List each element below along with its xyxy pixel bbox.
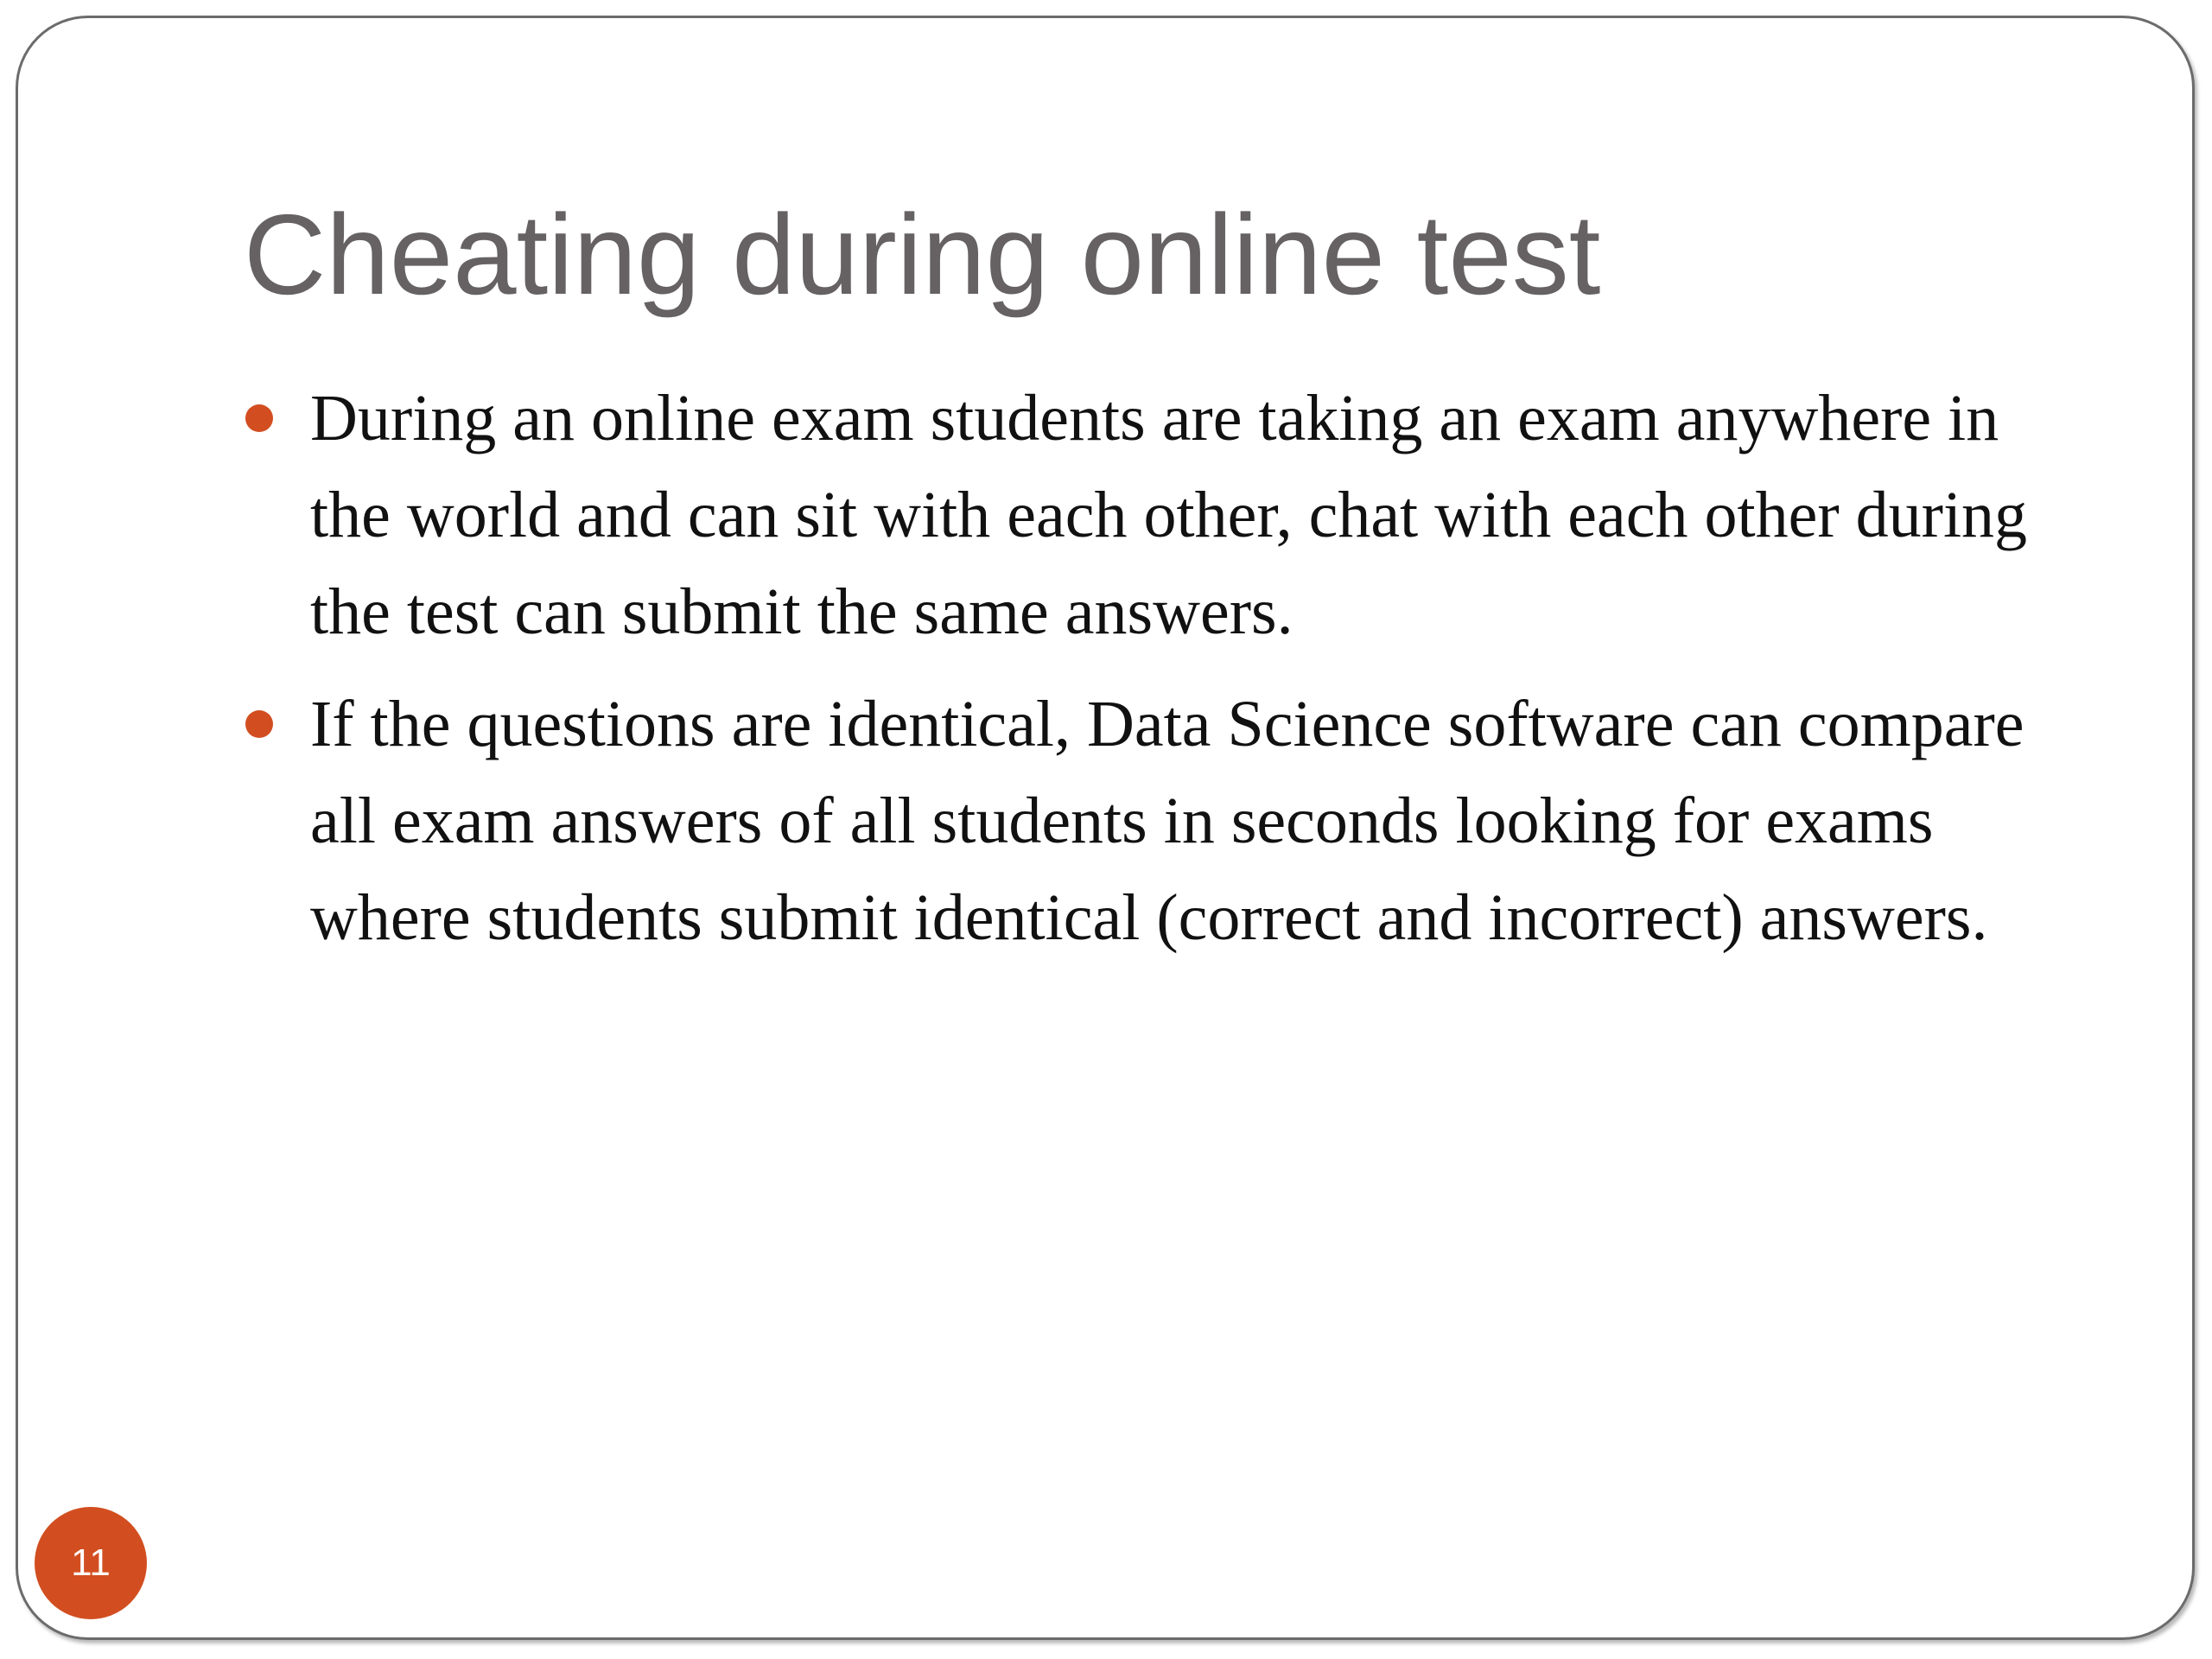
bullet-text: If the questions are identical, Data Science software can compare all exam answers of all students in seconds looking for exams where students submit identical (correct and incorrect) answers. — [310, 688, 2024, 954]
bullet-dot-icon — [245, 710, 273, 738]
bullet-item — [245, 676, 2086, 966]
bullet-list — [245, 370, 2086, 982]
slide-title: Cheating during online test — [244, 191, 1601, 318]
page-number: 11 — [71, 1541, 111, 1584]
bullet-item — [245, 370, 2086, 660]
bullet-text: During an online exam students are taking an exam anywhere in the world and can sit with each other, chat with each other during the test can submit the same answers. — [310, 382, 2028, 648]
bullet-dot-icon — [245, 404, 273, 432]
page-number-badge — [35, 1507, 147, 1619]
